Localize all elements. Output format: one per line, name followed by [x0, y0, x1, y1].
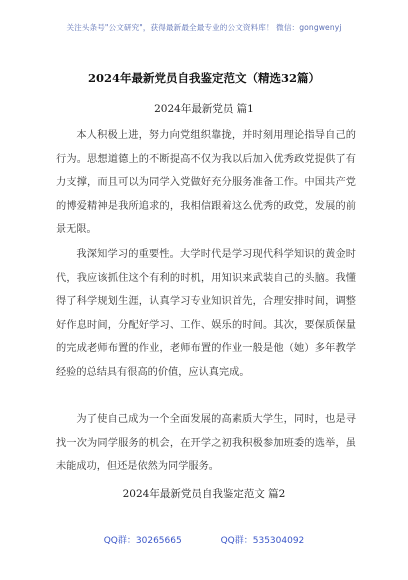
- footer-qq-group-1: QQ群：30265665: [103, 536, 182, 546]
- header-note: 关注头条号"公文研究"，获得最新最全最专业的公文资料库！ 微信：gongwenyj: [66, 23, 342, 32]
- paragraph-2: 我深知学习的重要性。大学时代是学习现代科学知识的黄金时代，我应该抓住这个有利的时机，用知识来武装自己的头脑。我懂得了科学规划生涯，认真学习专业知识首先，合理安排时间，调整好作息时间，分配好学习、工作、娱乐的时间。其次，要保质保量的完成老师布置的作业，老师布置的作业一般是他（她）多年教学经验的总结具有很高的价值，应认真完成。: [56, 249, 356, 378]
- section-title-2: 2024年最新党员自我鉴定范文 篇2: [122, 488, 286, 500]
- document-title: 2024年最新党员自我鉴定范文（精选32篇）: [87, 71, 320, 85]
- footer: [0, 533, 408, 546]
- section-title-1: 2024年最新党员 篇1: [154, 103, 254, 115]
- paragraph-1: 本人积极上进，努力向党组织靠拢，并时刻用理论指导自己的行为。思想道德上的不断提高不仅为我以后加入优秀政党提供了有力支撑，而且可以为同学入党做好充分服务准备工作。中国共产党的博爱精神是我所追求的，我相信跟着这么优秀的政党，发展的前景无限。: [56, 130, 356, 235]
- paragraph-3: 为了使自己成为一个全面发展的高素质大学生，同时，也是寻找一次为同学服务的机会，在开学之初我积极参加班委的选举，虽未能成功，但还是依然为同学服务。: [56, 414, 356, 472]
- footer-qq-group-2: QQ群：535304092: [220, 536, 305, 546]
